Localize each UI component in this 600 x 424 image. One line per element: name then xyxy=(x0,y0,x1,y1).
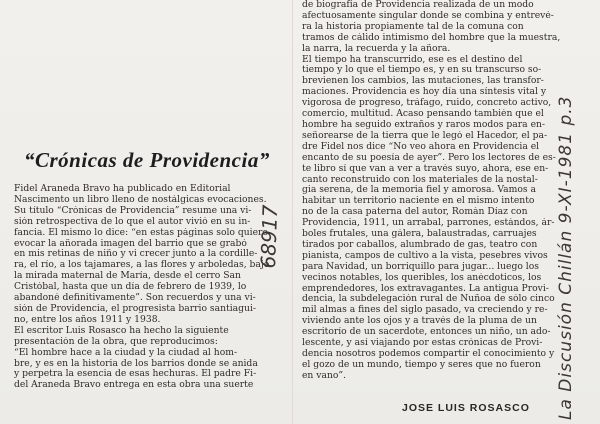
article-line: tramos de cálido intimismo del hombre que la muestra, xyxy=(302,32,561,43)
article-line: Nascimento un libro lleno de nostálgicas evocaciones. xyxy=(14,194,267,205)
article-line: boles frutales, una gálera, balaustradas, carruajes xyxy=(302,229,537,240)
article-line: abandoné definitivamente”. Son recuerdos y una vi- xyxy=(14,293,256,304)
article-line: de biografía de Providencia realizada de un modo xyxy=(302,0,534,10)
column-divider xyxy=(292,0,293,424)
article-line: dencia nosotros podemos compartir el conocimiento y xyxy=(302,349,555,359)
article-line: pianista, campos de cultivo a la vista, pesebres vivos xyxy=(302,250,548,261)
article-line: habitar un territorio naciente en el mismo intento xyxy=(302,196,535,207)
article-line: comercio, multitud. Acaso pensando también que el xyxy=(302,109,544,120)
article-line: en mis retinas de niño y vi crecer junto a la cordille- xyxy=(14,249,258,260)
article-line: dre Fidel nos dice “No veo ahora en Providencia el xyxy=(302,141,540,152)
article-line: tirados por caballos, alumbrado de gas, teatro con xyxy=(302,239,538,250)
article-line: El escritor Luis Rosasco ha hecho la siguiente xyxy=(14,325,229,336)
article-line: ra, el río, a los tajamares, a las flores y arboledas, bajo xyxy=(14,260,270,271)
article-line: sión de Providencia, el progresista barrio santiagui- xyxy=(14,303,256,314)
handwritten-catalog-number: 68917 xyxy=(256,204,283,269)
article-line: Providencia, 1911, un arrabal, parrones, estándos, ár- xyxy=(302,218,555,229)
article-line: vigorosa de progreso, tráfago, ruido, concreto activo, xyxy=(302,98,552,109)
article-line: brevienen los cambios, las mutaciones, las transfor- xyxy=(302,76,544,87)
article-line: gia serena, de la memoria fiel y amorosa. Vamos a xyxy=(302,185,536,196)
article-line: hombre ha seguido extraños y raros modos para en- xyxy=(302,119,546,130)
article-line: del Araneda Bravo entrega en esta obra una suerte xyxy=(14,380,254,391)
article-line: “El hombre hace a la ciudad y la ciudad al hom- xyxy=(14,347,238,358)
article-line: no, entre los años 1911 y 1938. xyxy=(14,314,161,325)
article-line: encanto de su poesía de ayer”. Pero los lectores de es- xyxy=(302,152,556,163)
article-line: ra la historia propiamente tal de la comuna con xyxy=(302,21,524,32)
article-line: Fidel Araneda Bravo ha publicado en Editorial xyxy=(14,184,231,194)
article-line: maciones. Providencia es hoy día una síntesis vital y xyxy=(302,87,547,98)
article-line: y perpetra la esencia de esas hechuras. El padre Fi- xyxy=(14,369,257,380)
article-line: la narra, la recuerda y la añora. xyxy=(302,43,451,54)
article-line: para Navidad, un borriquillo para jugar... luego los xyxy=(302,261,539,272)
article-line: en vano”. xyxy=(302,370,347,381)
article-line: sión retrospectiva de lo que el autor vivió en su in- xyxy=(14,216,251,227)
article-line: bre, y es en la historia de los barrios donde se anida xyxy=(14,358,258,369)
author-byline: JOSE LUIS ROSASCO xyxy=(402,402,530,414)
article-line: canto reconstruido con los materiales de la nostal- xyxy=(302,174,538,185)
article-line: evocar la añorada imagen del barrio que se grabó xyxy=(14,238,247,249)
article-line: lescente, y así viajando por estas crónicas de Provi- xyxy=(302,338,543,349)
left-column xyxy=(14,184,284,391)
article-line: la mirada maternal de María, desde el cerro San xyxy=(14,271,241,282)
article-line: el gozo de un mundo, tiempo y seres que no fueron xyxy=(302,359,541,370)
article-line: Su título “Crónicas de Providencia” resume una vi- xyxy=(14,205,252,216)
article-line: vecinos notables, los queribles, los anécdoticos, los xyxy=(302,272,542,283)
article-line: escritorío de un sacerdote, entonces un niño, un ado- xyxy=(302,327,551,338)
article-line: mil almas a fines del siglo pasado, va creciendo y re- xyxy=(302,305,548,316)
article-line: El tiempo ha transcurrido, ese es el destino del xyxy=(302,54,523,65)
article-line: señorearse de la tierra que le legó el Hacedor, el pa- xyxy=(302,130,548,141)
article-line: viviendo ante los ojos y a través de la pluma de un xyxy=(302,316,537,327)
right-column xyxy=(302,0,582,382)
article-line: presentación de la obra, que reproducimos: xyxy=(14,336,218,347)
article-line: Cristóbal, hasta que un día de febrero de 1939, lo xyxy=(14,282,247,293)
handwritten-source-note: La Discusión Chillán 9-XI-1981 p.3 xyxy=(556,95,576,420)
article-line: te libro sí que van a ver a través suyo, ahora, ese en- xyxy=(302,163,549,174)
article-line: fancia. El mismo lo dice: “en estas páginas solo quiero xyxy=(14,227,268,238)
article-line: no de la casa paterna del autor, Román Díaz con xyxy=(302,207,528,218)
article-line: dencia, la subdelegación rural de Ñuñoa de sólo cinco xyxy=(302,294,555,305)
article-line: afectuosamente singular donde se combina y entrevé- xyxy=(302,10,554,21)
article-headline: “Crónicas de Providencia” xyxy=(24,148,270,172)
article-line: tiempo y lo que el tiempo es, y en su transcurso so- xyxy=(302,65,542,76)
article-line: emprendedores, los extravagantes. La antigua Provi- xyxy=(302,283,549,294)
